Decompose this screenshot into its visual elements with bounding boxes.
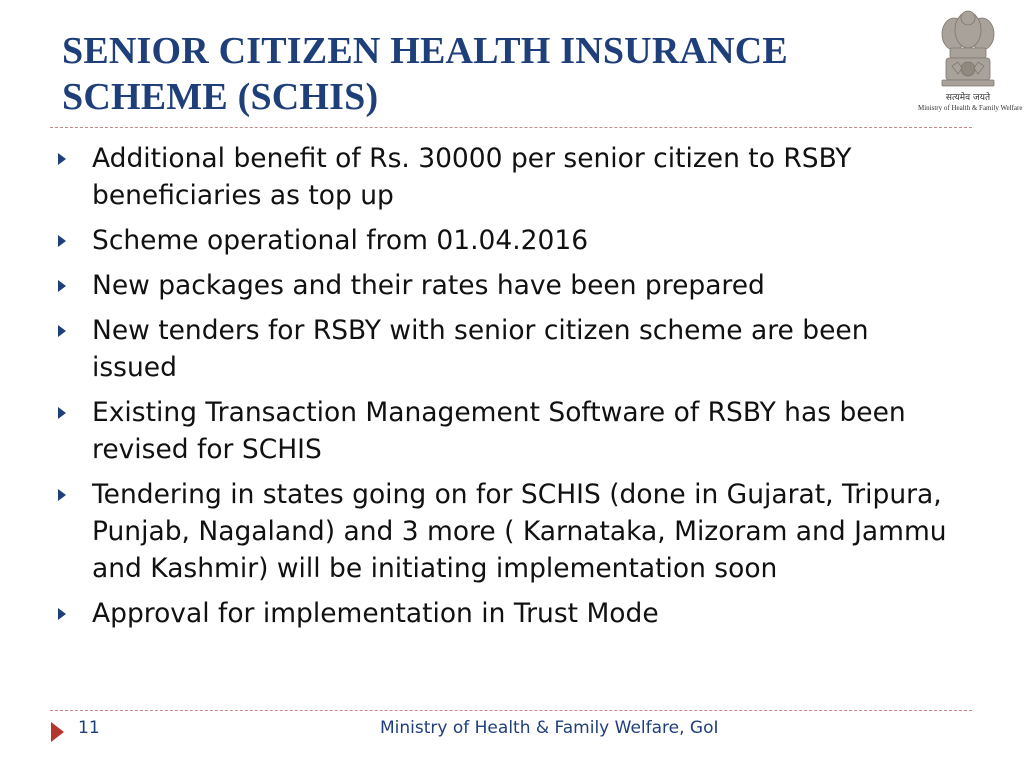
slide-title — [62, 28, 922, 120]
page-number: 11 — [78, 718, 100, 738]
bullet-item — [52, 476, 952, 587]
bullet-triangle-icon — [58, 489, 66, 501]
footer-arrow-icon — [51, 722, 64, 742]
bullet-text: Additional benefit of Rs. 30000 per senior citizen to RSBY beneficiaries as top up — [92, 143, 852, 211]
bullet-text: Existing Transaction Management Software of RSBY has been revised for SCHIS — [92, 397, 906, 465]
bullet-list — [52, 140, 952, 640]
bullet-triangle-icon — [58, 325, 66, 337]
footer-divider — [50, 710, 972, 711]
emblem-ministry-label: Ministry of Health & Family Welfare — [918, 104, 1023, 112]
bullet-item — [52, 312, 952, 386]
slide-title-line-2: SCHEME (SCHIS) — [62, 76, 379, 118]
slide-title-line-1: SENIOR CITIZEN HEALTH INSURANCE — [62, 30, 788, 72]
bullet-triangle-icon — [58, 280, 66, 292]
bullet-triangle-icon — [58, 608, 66, 620]
national-emblem — [918, 6, 1023, 116]
bullet-item — [52, 267, 952, 304]
bullet-text: Tendering in states going on for SCHIS (done in Gujarat, Tripura, Punjab, Nagaland) and 3 more ( Karnataka, Mizoram and Jammu and Kashmir) will be initiating implementation soon — [92, 479, 947, 584]
bullet-text: New tenders for RSBY with senior citizen scheme are been issued — [92, 315, 869, 383]
bullet-triangle-icon — [58, 153, 66, 165]
emblem-motto: सत्यमेव जयते — [945, 93, 991, 103]
title-divider — [50, 127, 972, 128]
footer-ministry-text: Ministry of Health & Family Welfare, GoI — [380, 718, 719, 738]
bullet-item — [52, 140, 952, 214]
bullet-text: Scheme operational from 01.04.2016 — [92, 225, 589, 256]
bullet-text: Approval for implementation in Trust Mode — [92, 598, 659, 629]
bullet-triangle-icon — [58, 235, 66, 247]
lion-capital-icon — [918, 6, 1018, 92]
bullet-item — [52, 595, 952, 632]
bullet-item — [52, 394, 952, 468]
bullet-item — [52, 222, 952, 259]
bullet-text: New packages and their rates have been prepared — [92, 270, 765, 301]
bullet-triangle-icon — [58, 407, 66, 419]
